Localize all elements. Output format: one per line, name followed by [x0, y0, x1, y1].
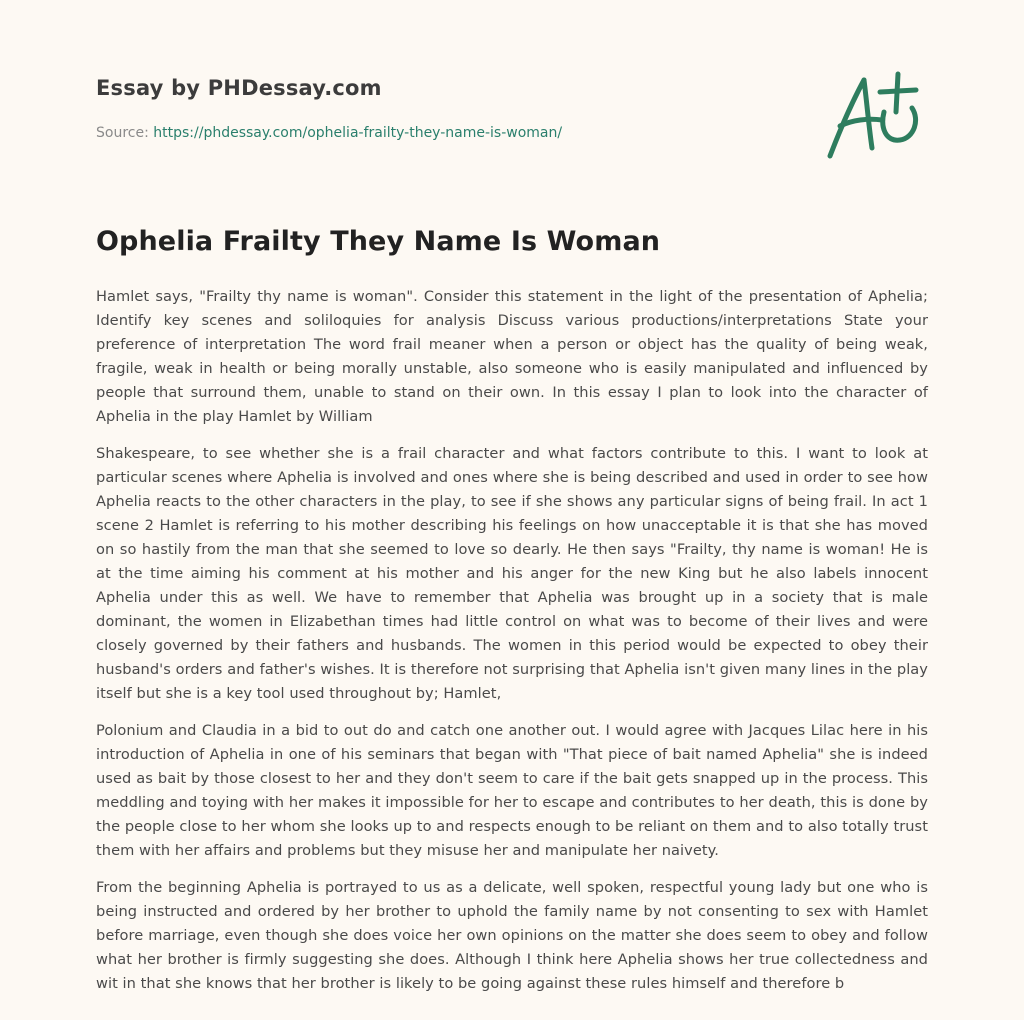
article-paragraph: Shakespeare, to see whether she is a frail character and what factors contribute to this. I want to look at particular scenes where Aphelia is involved and ones where she is being described and used in order to see how Aphelia reacts to the other characters in the play, to see if she shows any particular signs of being frail. In act 1 scene 2 Hamlet is referring to his mother describing his feelings on how unacceptable it is that she has moved on so hastily from the man that she seemed to love so dearly. He then says "Frailty, thy name is woman! He is at the time aiming his comment at his mother and his anger for the new King but he also labels innocent Aphelia under this as well. We have to remember that Aphelia was brought up in a society that is male dominant, the women in Elizabethan times had little control on what was to become of their lives and were closely governed by their fathers and husbands. The women in this period would be expected to obey their husband's orders and father's wishes. It is therefore not surprising that Aphelia isn't given many lines in the play itself but she is a key tool used throughout by; Hamlet, — [96, 445, 928, 702]
article-title: Ophelia Frailty They Name Is Woman — [96, 226, 661, 257]
source-line — [96, 125, 796, 141]
article-paragraph: Hamlet says, "Frailty thy name is woman". Consider this statement in the light of the presentation of Aphelia; Identify key scenes and soliloquies for analysis Discuss various productions/interpretations State your preference of interpretation The word frail meaner when a person or object has the quality of being weak, fragile, weak in health or being morally unstable, also someone who is easily manipulated and influenced by people that surround them, unable to stand on their own. In this essay I plan to look into the character of Aphelia in the play Hamlet by William — [96, 288, 928, 425]
article-body — [96, 285, 928, 1009]
brand-title: Essay by PHDessay.com — [96, 76, 382, 100]
source-label: Source: — [96, 125, 149, 141]
source-link[interactable]: https://phdessay.com/ophelia-frailty-they-name-is-woman/ — [153, 125, 563, 141]
article-paragraph: From the beginning Aphelia is portrayed to us as a delicate, well spoken, respectful young lady but one who is being instructed and ordered by her brother to uphold the family name by not consenting to sex with Hamlet before marriage, even though she does voice her own opinions on the matter she does seem to obey and follow what her brother is firmly suggesting she does. Although I think here Aphelia shows her true collectedness and wit in that she knows that her brother is likely to be going against these rules himself and therefore b — [96, 879, 928, 992]
page-header — [96, 76, 796, 141]
article-paragraph: Polonium and Claudia in a bid to out do and catch one another out. I would agree with Jacques Lilac here in his introduction of Aphelia in one of his seminars that began with "That piece of bait named Aphelia" she is indeed used as bait by those closest to her and they don't seem to care if the bait gets snapped up in the process. This meddling and toying with her makes it impossible for her to escape and contributes to her death, this is done by the people close to her whom she looks up to and respects enough to be reliant on them and to also totally trust them with her affairs and problems but they misuse her and manipulate her naivety. — [96, 722, 928, 859]
a-plus-logo-icon — [822, 68, 926, 164]
